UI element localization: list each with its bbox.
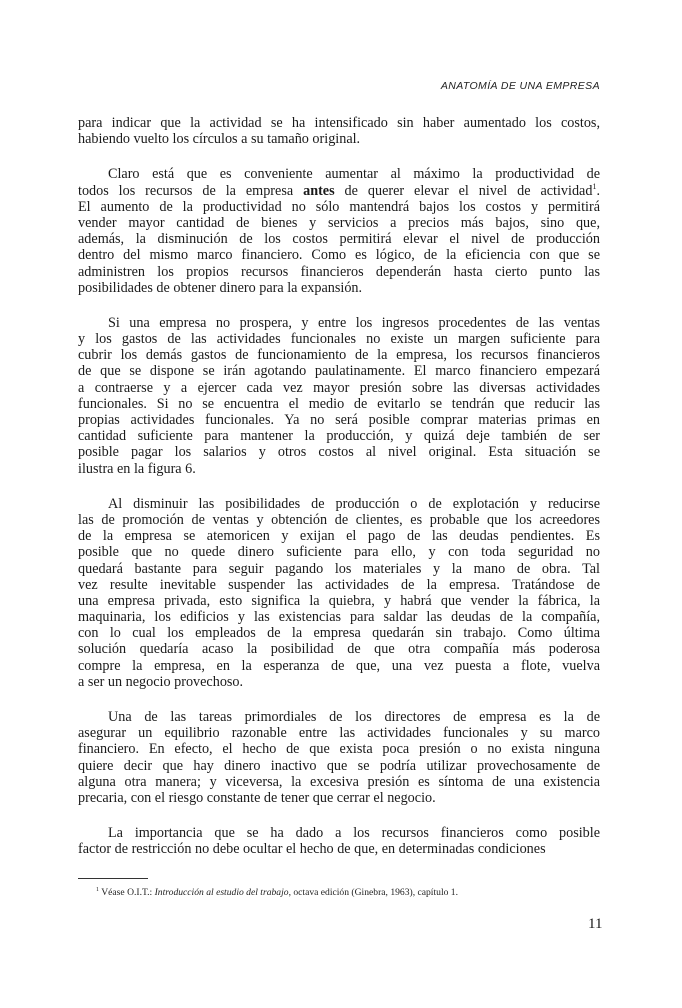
text-line: a contraerse y a ejercer cada vez mayor presión sobre las diversas actividades [78,379,600,396]
text-line: maquinaria, los edificios y las existencias para saldar las deudas de la compañía, [78,609,600,626]
footnote-reference: 1 [592,181,597,191]
text-line: financiero. En efecto, el hecho de que exista poca presión o no exista ninguna [78,741,600,758]
text-line: Al disminuir las posibilidades de producción o de explotación y reducirse [108,495,600,512]
text-line: las de promoción de ventas y obtención de clientes, es probable que los acreedores [78,511,600,528]
text-line: cubrir los demás gastos de funcionamiento de la empresa, los recursos financieros [78,347,600,364]
paragraph [78,166,600,296]
text-line: además, la disminución de los costos permitirá elevar el nivel de producción [78,231,600,248]
body-text [78,115,600,877]
footnote-prefix: Véase O.I.T.: [101,887,155,898]
text-line: quedará bastante para seguir pagando los materiales y la mano de obra. Tal [78,560,600,577]
text-line: de que se dispone se irán agotando paulatinamente. El marco financiero empezará [78,363,600,380]
text-line: precaria, con el riesgo constante de tener que cerrar el negocio. [78,789,436,806]
text-line: para indicar que la actividad se ha intensificado sin haber aumentado los costos, [78,115,600,131]
paragraph [78,709,600,806]
text-line: propias actividades funcionales. Ya no será posible comprar materias primas en [78,412,600,428]
footnote-marker: 1 [96,887,99,893]
text-line: una empresa privada, esto significa la quiebra, y habrá que vender la fábrica, la [78,592,600,609]
text-line: quiere decir que hay dinero inactivo que se podría utilizar provechosamente de [78,757,600,774]
text-segment: . [596,182,600,199]
text-line: solución quedaría acaso la posibilidad de que otra compañía más poderosa [78,641,600,658]
text-line: posible que no quede dinero suficiente para ello, y con toda seguridad no [78,544,600,561]
text-line: administren los propios recursos financieros dependerán hasta cierto punto las [78,263,600,280]
text-segment: todos los recursos de la empresa [78,182,304,199]
text-line: asegurar un equilibrio razonable entre las actividades funcionales y su marco [78,725,600,742]
footnote [96,887,458,898]
text-line: dentro del mismo marco financiero. Como es lógico, de la eficiencia con que se [78,247,600,264]
text-line: compre la empresa, en la esperanza de que, una vez puesta a flote, vuelva [78,657,600,674]
text-line [78,183,600,199]
text-line: Claro está que es conveniente aumentar al máximo la productividad de [108,166,600,183]
footnote-title: Introducción al estudio del trabajo [154,887,289,898]
paragraph [78,825,600,857]
paragraph [78,115,600,147]
text-line: El aumento de la productividad no sólo mantendrá bajos los costos y permitirá [78,198,600,215]
paragraph [78,496,600,690]
footnote-divider [78,878,148,879]
text-line: a ser un negocio provechoso. [78,673,244,690]
text-line: habiendo vuelto los círculos a su tamaño original. [78,131,361,148]
text-line: La importancia que se ha dado a los recursos financieros como posible [108,825,600,842]
text-line: posibilidades de obtener dinero para la expansión. [78,279,363,296]
text-line: vender mayor cantidad de bienes y servicios a precios más bajos, sino que, [78,214,600,231]
text-segment: de querer elevar el nivel de actividad [334,182,593,199]
text-line: Una de las tareas primordiales de los directores de empresa es la de [108,709,600,725]
text-line: factor de restricción no debe ocultar el hecho de que, en determinadas condiciones [78,841,546,858]
text-line: cantidad suficiente para mantener la producción, y quizá deje también de ser [78,428,600,445]
text-line: alguna otra manera; y viceversa, la excesiva presión es síntoma de una existencia [78,773,600,790]
page-number: 11 [588,916,603,932]
text-line: con lo cual los empleados de la empresa quedarán sin trabajo. Como última [78,625,600,642]
text-line: de la empresa se atemoricen y exijan el pago de las deudas pendientes. Es [78,528,600,545]
text-line: posible pagar los salarios y otros costos al nivel original. Esta situación se [78,444,600,461]
text-line: vez resulte inevitable suspender las actividades de la empresa. Tratándose de [78,576,600,593]
running-header: ANATOMÍA DE UNA EMPRESA [440,80,600,92]
footnote-suffix: , octava edición (Ginebra, 1963), capítulo 1. [288,887,458,898]
text-line: ilustra en la figura 6. [78,460,196,477]
bold-text: antes [303,182,335,199]
text-line: funcionales. Si no se encuentra el medio de evitarlo se tendrán que reducir las [78,395,600,412]
paragraph [78,315,600,477]
text-line: Si una empresa no prospera, y entre los ingresos procedentes de las ventas [108,314,600,331]
text-line: y los gastos de las actividades funcionales no existe un margen suficiente para [78,331,600,348]
